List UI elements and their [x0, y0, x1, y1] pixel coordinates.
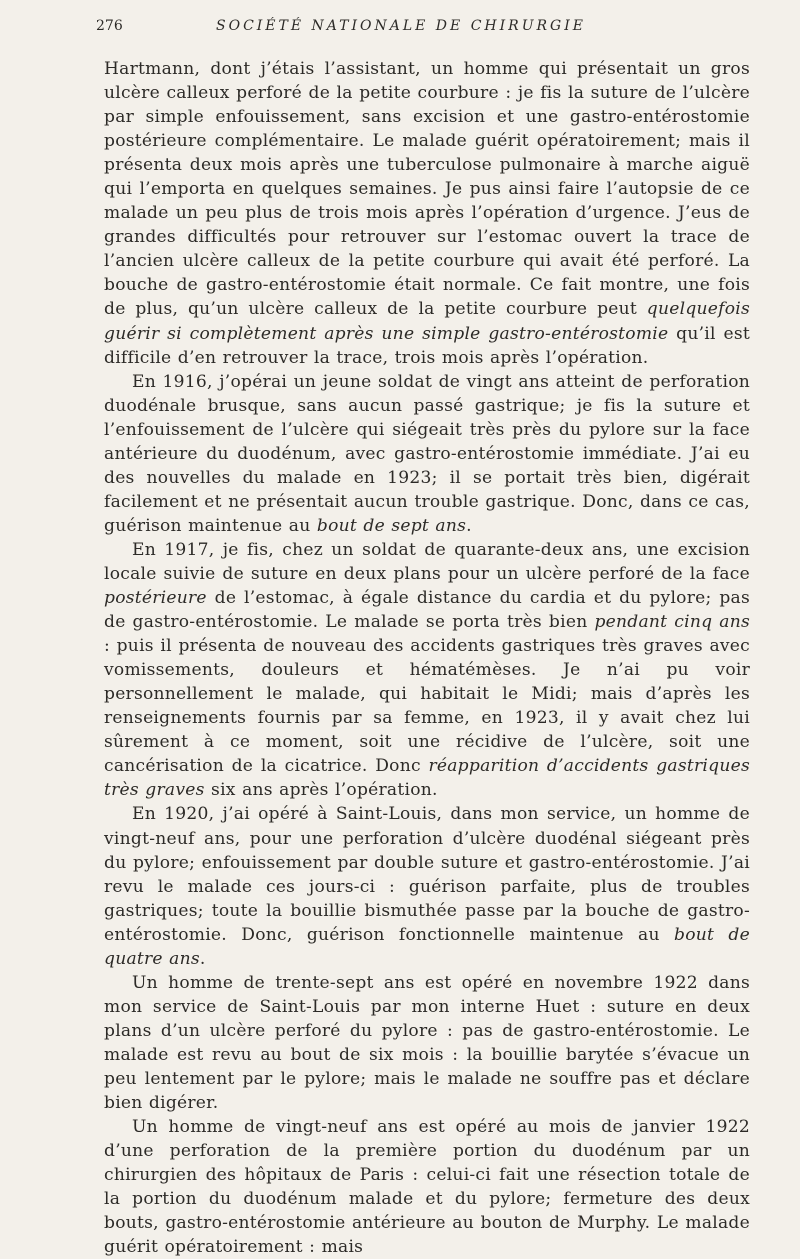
paragraph — [104, 538, 750, 803]
page-number: 276 — [96, 18, 123, 34]
text-run: Un homme de trente-sept ans est opéré en novembre 1922 dans mon service de Saint-Louis par mon interne Huet : suture en deux plans d’un ulcère perforé du pylore : pas de gastro-entérostomie. Le malade est revu au bout de six mois : la bouillie barytée s’évacue un peu lentement par le pylore; mais le malade ne souffre pas et déclare bien digérer. — [104, 972, 750, 1114]
paragraph — [104, 57, 750, 370]
page-header — [96, 14, 750, 42]
body-text — [104, 57, 750, 1259]
text-run: En 1920, j’ai opéré à Saint-Louis, dans mon service, un homme de vingt-neuf ans, pour une perforation d’ulcère duodénal siégeant près du pylore; enfouissement par double suture et gastro-entérostomie. J’ai revu le malade ces jours-ci : guérison parfaite, plus de troubles gastriques; toute la bouillie bismuthée passe par la bouche de gastro-entérostomie. Donc, guérison fonctionnelle maintenue au — [104, 804, 750, 945]
italic-text: bout de sept ans — [316, 515, 467, 536]
paragraph — [104, 971, 750, 1115]
text-run: . — [199, 948, 206, 969]
text-run: En 1917, je fis, chez un soldat de quarante-deux ans, une excision locale suivie de suture en deux plans pour un ulcère perforé de la face — [104, 539, 750, 584]
text-run: . — [466, 515, 472, 536]
italic-text: postérieure — [104, 588, 207, 609]
running-title: SOCIÉTÉ NATIONALE DE CHIRURGIE — [216, 18, 586, 34]
text-run: En 1916, j’opérai un jeune soldat de vingt ans atteint de perforation duodénale brusque, sans aucun passé gastrique; je fis la suture et l’enfouissement de l’ulcère qui siégeait très près du pylore sur la face antérieure du duodénum, avec gastro-entérostomie immédiate. J’ai eu des nouvelles du malade en 1923; il se portait très bien, digérait facilement et ne présentait aucun trouble gastrique. Donc, dans ce cas, guérison maintenue au — [104, 371, 750, 536]
italic-text: quelquefois guérir si complètement après une simple gastro-entérostomie — [104, 299, 750, 344]
paragraph — [104, 1115, 750, 1259]
text-run: : puis il présenta de nouveau des accidents gastriques très graves avec vomissements, douleurs et hématémèses. Je n’ai pu voir personnellement le malade, qui habitait le Midi; mais d’après les renseignements fournis par sa femme, en 1923, il y avait chez lui sûrement à ce moment, soit une récidive de l’ulcère, soit une cancérisation de la cicatrice. Donc — [104, 636, 750, 777]
text-run: six ans après l’opération. — [204, 780, 438, 801]
text-run: de l’estomac, à égale distance du cardia et du pylore; pas de gastro-entérostomie. Le malade se porta très bien — [104, 588, 750, 633]
paragraph — [104, 370, 750, 538]
text-run: qu’il est difficile d’en retrouver la trace, trois mois après l’opération. — [104, 323, 751, 368]
italic-text: réapparition d’accidents gastriques très graves — [104, 756, 750, 801]
text-run: Hartmann, dont j’étais l’assistant, un homme qui présentait un gros ulcère calleux perforé de la petite courbure : je fis la suture de l’ulcère par simple enfouissement, sans excision et une gastro-entérostomie postérieure complémentaire. Le malade guérit opératoirement; mais il présenta deux mois après une tuberculose pulmonaire à marche aiguë qui l’emporta en quelques semaines. Je pus ainsi faire l’autopsie de ce malade un peu plus de trois mois après l’opération d’urgence. J’eus de grandes difficultés pour retrouver sur l’estomac ouvert la trace de l’ancien ulcère calleux de la petite courbure qui avait été perforé. La bouche de gastro-entérostomie était normale. Ce fait montre, une fois de plus, qu’un ulcère calleux de la petite courbure peut — [104, 59, 750, 320]
italic-text: pendant cinq ans — [594, 612, 750, 633]
paragraph — [104, 802, 750, 970]
italic-text: bout de quatre ans — [104, 924, 750, 969]
text-run: Un homme de vingt-neuf ans est opéré au mois de janvier 1922 d’une perforation de la première portion du duodénum par un chirurgien des hôpitaux de Paris : celui-ci fait une résection totale de la portion du duodénum malade et du pylore; fermeture des deux bouts, gastro-entérostomie antérieure au bouton de Murphy. Le malade guérit opératoirement : mais — [104, 1117, 750, 1258]
